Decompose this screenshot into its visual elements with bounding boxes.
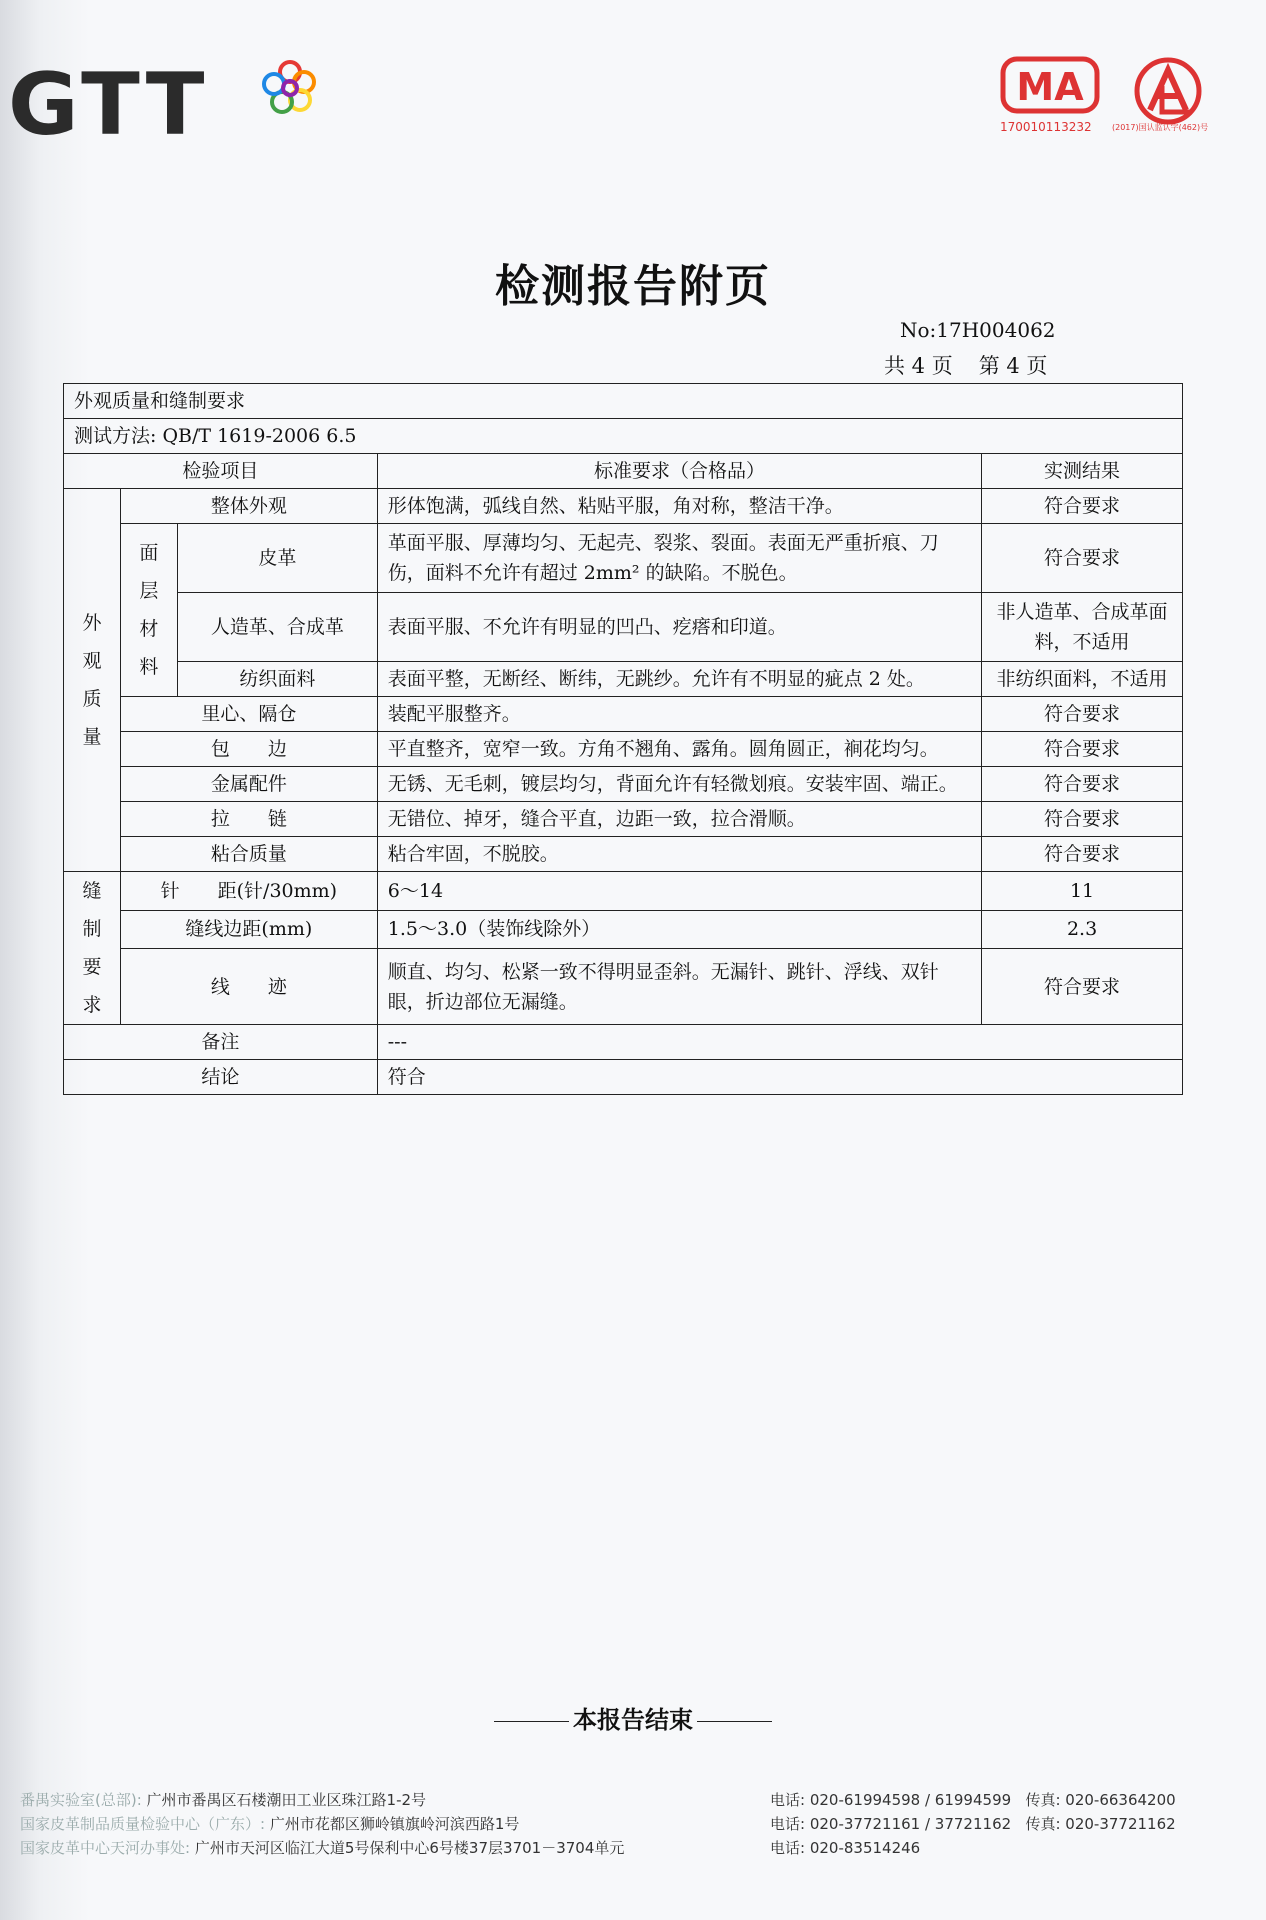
table-row xyxy=(64,910,1183,949)
item-label: 线 迹 xyxy=(120,949,377,1025)
conclusion-value: 符合 xyxy=(377,1060,1182,1095)
column-header-item: 检验项目 xyxy=(64,454,378,489)
standard-cell: 表面平整，无断经、断纬，无跳纱。允许有不明显的疵点 2 处。 xyxy=(377,662,981,697)
footer-address-line: 国家皮革制品质量检验中心（广东）: 广州市花都区狮岭镇旗岭河滨西路1号 xyxy=(20,1815,520,1833)
cma-number: 170010113232 xyxy=(1000,120,1092,134)
table-row xyxy=(64,872,1183,911)
divider xyxy=(697,1721,772,1722)
standard-cell: 6～14 xyxy=(377,872,981,911)
group-label-sewing: 缝 制 要 求 xyxy=(64,872,121,1025)
group-label-material: 面 层 材 料 xyxy=(120,524,177,697)
item-label: 缝线边距(mm) xyxy=(120,910,377,949)
result-cell: 2.3 xyxy=(982,910,1183,949)
end-text: 本报告结束 xyxy=(573,1705,693,1734)
standard-cell: 无锈、无毛刺，镀层均匀，背面允许有轻微划痕。安装牢固、端正。 xyxy=(377,767,981,802)
table-row xyxy=(64,1060,1183,1095)
item-label: 整体外观 xyxy=(120,489,377,524)
table-row xyxy=(64,524,1183,593)
standard-cell: 1.5～3.0（装饰线除外） xyxy=(377,910,981,949)
standard-cell: 顺直、均匀、松紧一致不得明显歪斜。无漏针、跳针、浮线、双针眼，折边部位无漏缝。 xyxy=(377,949,981,1025)
item-label: 纺织面料 xyxy=(177,662,377,697)
table-header-row xyxy=(64,454,1183,489)
item-label: 拉 链 xyxy=(120,802,377,837)
column-header-standard: 标准要求（合格品） xyxy=(377,454,981,489)
standard-cell: 无错位、掉牙，缝合平直，边距一致，拉合滑顺。 xyxy=(377,802,981,837)
footer-address-line: 番禺实验室(总部): 广州市番禺区石楼潮田工业区珠江路1-2号 xyxy=(20,1791,427,1809)
section-heading: 外观质量和缝制要求 xyxy=(64,384,1183,419)
test-method: 测试方法: QB/T 1619-2006 6.5 xyxy=(64,419,1183,454)
page-total: 共 4 页 xyxy=(884,354,953,378)
table-row xyxy=(64,732,1183,767)
standard-cell: 形体饱满，弧线自然、粘贴平服，角对称，整洁干净。 xyxy=(377,489,981,524)
cma-certification-stamp-icon xyxy=(1000,56,1100,116)
item-label: 针 距(针/30mm) xyxy=(120,872,377,911)
conclusion-label: 结论 xyxy=(64,1060,378,1095)
result-cell: 非纺织面料，不适用 xyxy=(982,662,1183,697)
table-row xyxy=(64,697,1183,732)
item-label: 包 边 xyxy=(120,732,377,767)
table-row xyxy=(64,837,1183,872)
table-row xyxy=(64,1025,1183,1060)
table-row xyxy=(64,419,1183,454)
item-label: 皮革 xyxy=(177,524,377,593)
svg-text:MA: MA xyxy=(1016,65,1084,109)
page-current: 第 4 页 xyxy=(978,354,1048,378)
result-cell: 非人造革、合成革面料，不适用 xyxy=(982,593,1183,662)
footer-addresses xyxy=(20,1788,624,1860)
end-of-report xyxy=(0,1700,1266,1735)
footer-contact-line: 电话: 020-37721161 / 37721162 传真: 020-37721162 xyxy=(770,1815,1176,1833)
cal-number: (2017)国认监认字(462)号 xyxy=(1112,123,1209,132)
page-indicator xyxy=(884,350,1073,380)
table-row xyxy=(64,593,1183,662)
logo-text: GTT xyxy=(8,55,209,155)
table-row xyxy=(64,767,1183,802)
table-row xyxy=(64,949,1183,1025)
remark-value: --- xyxy=(377,1025,1182,1060)
result-cell: 11 xyxy=(982,872,1183,911)
inspection-table xyxy=(63,383,1183,1095)
footer-contacts xyxy=(770,1788,1176,1860)
remark-label: 备注 xyxy=(64,1025,378,1060)
table-row xyxy=(64,384,1183,419)
column-header-result: 实测结果 xyxy=(982,454,1183,489)
standard-cell: 粘合牢固，不脱胶。 xyxy=(377,837,981,872)
flower-logo-icon xyxy=(260,58,320,118)
result-cell: 符合要求 xyxy=(982,767,1183,802)
footer-contact-line: 电话: 020-83514246 xyxy=(770,1839,921,1857)
cal-certification-stamp-icon xyxy=(1128,56,1208,126)
standard-cell: 表面平服、不允许有明显的凹凸、疙瘩和印道。 xyxy=(377,593,981,662)
gtt-logo xyxy=(8,55,338,155)
item-label: 粘合质量 xyxy=(120,837,377,872)
table-row xyxy=(64,662,1183,697)
result-cell: 符合要求 xyxy=(982,697,1183,732)
table-row xyxy=(64,489,1183,524)
result-cell: 符合要求 xyxy=(982,837,1183,872)
result-cell: 符合要求 xyxy=(982,489,1183,524)
item-label: 金属配件 xyxy=(120,767,377,802)
footer-contact-line: 电话: 020-61994598 / 61994599 传真: 020-66364200 xyxy=(770,1791,1176,1809)
standard-cell: 革面平服、厚薄均匀、无起壳、裂浆、裂面。表面无严重折痕、刀伤，面料不允许有超过 2mm² 的缺陷。不脱色。 xyxy=(377,524,981,593)
result-cell: 符合要求 xyxy=(982,802,1183,837)
result-cell: 符合要求 xyxy=(982,524,1183,593)
standard-cell: 装配平服整齐。 xyxy=(377,697,981,732)
result-cell: 符合要求 xyxy=(982,949,1183,1025)
group-label-appearance: 外 观 质 量 xyxy=(64,489,121,872)
page-title: 检测报告附页 xyxy=(495,261,771,312)
item-label: 人造革、合成革 xyxy=(177,593,377,662)
result-cell: 符合要求 xyxy=(982,732,1183,767)
item-label: 里心、隔仓 xyxy=(120,697,377,732)
report-number: No:17H004062 xyxy=(900,318,1056,342)
divider xyxy=(494,1721,569,1722)
table-row xyxy=(64,802,1183,837)
standard-cell: 平直整齐，宽窄一致。方角不翘角、露角。圆角圆正，裥花均匀。 xyxy=(377,732,981,767)
footer-address-line: 国家皮革中心天河办事处: 广州市天河区临江大道5号保利中心6号楼37层3701－3704单元 xyxy=(20,1839,625,1857)
